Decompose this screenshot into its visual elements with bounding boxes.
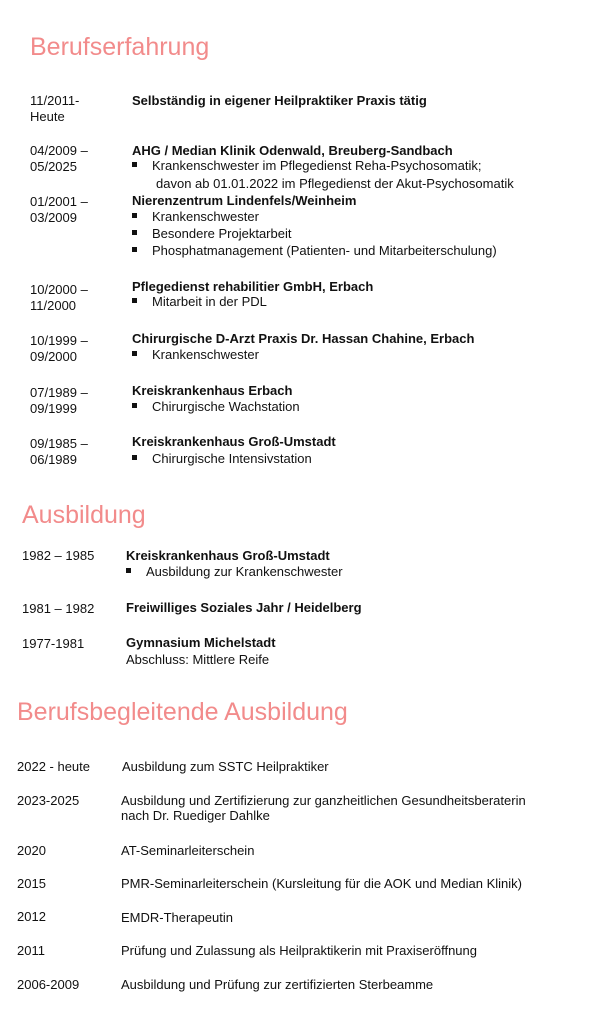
entry-text: Prüfung und Zulassung als Heilpraktikerin mit Praxiseröffnung	[121, 943, 477, 958]
list-item: Chirurgische Wachstation	[132, 399, 300, 415]
entry-date-start: 01/2001 –	[30, 194, 88, 209]
entry-date: 1977-1981	[22, 636, 85, 651]
bullet-icon	[132, 351, 137, 356]
entry-date: 2022 - heute	[17, 759, 91, 774]
list-item: Krankenschwester	[132, 347, 259, 363]
entry-date-start: 07/1989 –	[30, 385, 88, 400]
entry-title: Nierenzentrum Lindenfels/Weinheim	[132, 193, 357, 208]
bullet-icon	[132, 230, 137, 235]
bullet-icon	[132, 455, 137, 460]
entry-text: PMR-Seminarleiterschein (Kursleitung für die AOK und Median Klinik)	[121, 876, 523, 891]
entry-title: Gymnasium Michelstadt	[126, 635, 276, 650]
section-heading-ausbildung: Ausbildung	[22, 501, 146, 529]
entry-date: 2023-2025	[17, 793, 80, 808]
entry-date: 1982 – 1985	[22, 548, 95, 563]
entry-date-end: Heute	[30, 109, 65, 124]
entry-title: Selbständig in eigener Heilpraktiker Praxis tätig	[132, 93, 427, 108]
entry-text-cont: nach Dr. Ruediger Dahlke	[121, 808, 270, 823]
entry-date: 2020	[17, 843, 46, 858]
entry-subtitle: Abschluss: Mittlere Reife	[126, 652, 270, 667]
entry-title: AHG / Median Klinik Odenwald, Breuberg-Sandbach	[132, 143, 453, 158]
entry-date: 2012	[17, 909, 46, 924]
entry-date: 2011	[17, 943, 45, 958]
bullet-icon	[132, 213, 137, 218]
entry-date-end: 05/2025	[30, 159, 77, 174]
entry-title: Kreiskrankenhaus Groß-Umstadt	[126, 548, 330, 563]
entry-title: Kreiskrankenhaus Groß-Umstadt	[132, 434, 336, 449]
list-item: Chirurgische Intensivstation	[132, 451, 312, 467]
list-item-continuation: davon ab 01.01.2022 im Pflegedienst der Akut-Psychosomatik	[156, 176, 514, 191]
bullet-icon	[132, 162, 137, 167]
entry-date-start: 04/2009 –	[30, 143, 88, 158]
entry-date-start: 10/2000 –	[30, 282, 88, 297]
entry-text: Ausbildung zum SSTC Heilpraktiker	[122, 759, 329, 774]
entry-date-end: 09/2000	[30, 349, 77, 364]
entry-title: Kreiskrankenhaus Erbach	[132, 383, 293, 398]
entry-text: EMDR-Therapeutin	[121, 910, 233, 925]
list-item: Besondere Projektarbeit	[132, 226, 291, 242]
entry-date-end: 06/1989	[30, 452, 77, 467]
entry-date-start: 09/1985 –	[30, 436, 88, 451]
entry-date-start: 10/1999 –	[30, 333, 88, 348]
list-item: Krankenschwester	[132, 209, 259, 225]
entry-text: AT-Seminarleiterschein	[121, 843, 255, 858]
entry-title: Pflegedienst rehabilitier GmbH, Erbach	[132, 279, 374, 294]
entry-date: 2006-2009	[17, 977, 80, 992]
entry-date-end: 11/2000	[30, 298, 77, 313]
entry-date-end: 03/2009	[30, 210, 77, 225]
list-item: Krankenschwester im Pflegedienst Reha-Psychosomatik;	[132, 158, 481, 174]
entry-title: Chirurgische D-Arzt Praxis Dr. Hassan Chahine, Erbach	[132, 331, 475, 346]
entry-date: 2015	[17, 876, 46, 891]
section-heading-berufsbegleitend: Berufsbegleitende Ausbildung	[17, 698, 348, 726]
bullet-icon	[132, 247, 137, 252]
entry-date-start: 11/2011-	[30, 93, 80, 108]
entry-text: Ausbildung und Zertifizierung zur ganzheitlichen Gesundheitsberaterin	[121, 793, 526, 808]
list-item: Mitarbeit in der PDL	[132, 294, 267, 310]
entry-text: Ausbildung und Prüfung zur zertifizierten Sterbeamme	[121, 977, 434, 992]
bullet-icon	[132, 403, 137, 408]
entry-date-end: 09/1999	[30, 401, 77, 416]
bullet-icon	[132, 298, 137, 303]
entry-date: 1981 – 1982	[22, 601, 95, 616]
section-heading-berufserfahrung: Berufserfahrung	[30, 33, 210, 61]
bullet-icon	[126, 568, 131, 573]
list-item: Phosphatmanagement (Patienten- und Mitarbeiterschulung)	[132, 243, 497, 259]
list-item: Ausbildung zur Krankenschwester	[126, 564, 343, 580]
entry-title: Freiwilliges Soziales Jahr / Heidelberg	[126, 600, 362, 615]
